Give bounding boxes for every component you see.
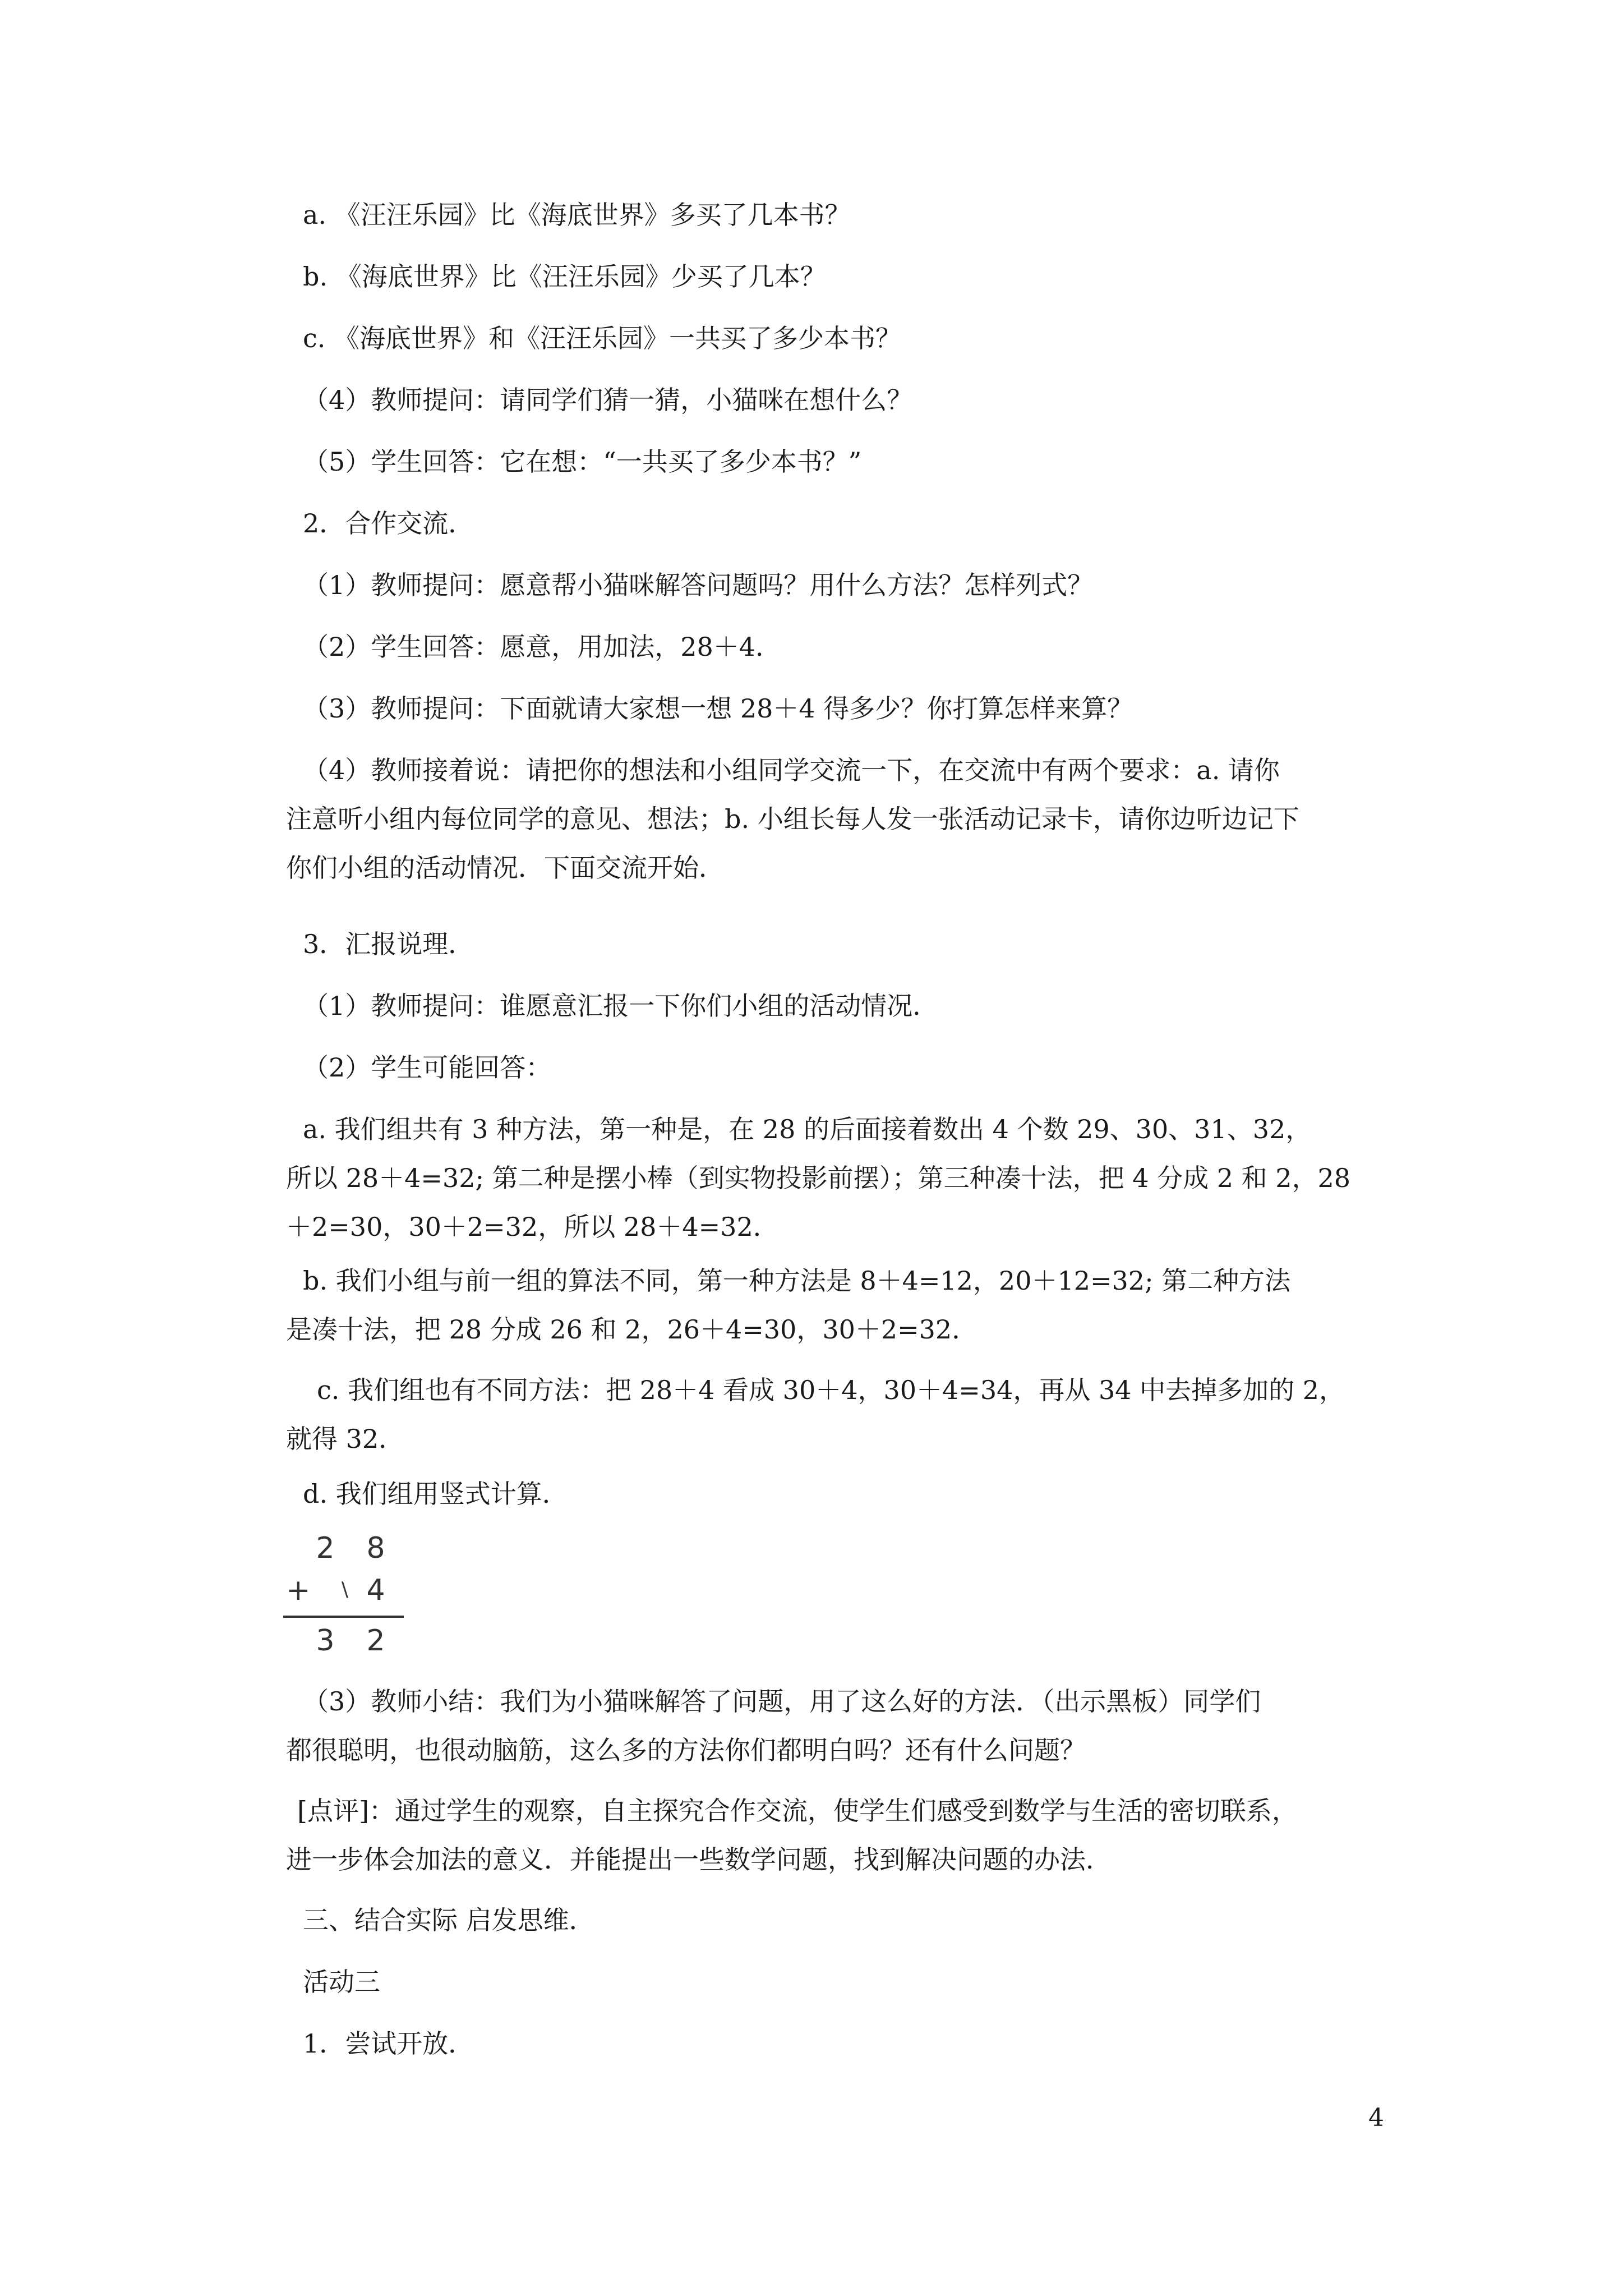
question-a: a. 《汪汪乐园》比《海底世界》多买了几本书？ bbox=[303, 200, 851, 230]
answer-a-paragraph bbox=[286, 1105, 1402, 1251]
sum-line bbox=[283, 1616, 404, 1618]
report-2: （2）学生可能回答： bbox=[303, 1052, 552, 1083]
digit: 2 bbox=[366, 1624, 385, 1658]
paragraph-line: 你们小组的活动情况．下面交流开始． bbox=[286, 853, 725, 883]
report-1: （1）教师提问：谁愿意汇报一下你们小组的活动情况． bbox=[303, 991, 939, 1021]
digit: 3 bbox=[316, 1624, 335, 1658]
paragraph-line: （3）教师小结：我们为小猫咪解答了问题，用了这么好的方法．（出示黑板）同学们 bbox=[303, 1686, 1261, 1717]
step-4-teacher-question: （4）教师提问：请同学们猜一猜，小猫咪在想什么？ bbox=[303, 385, 913, 415]
cooperate-1: （1）教师提问：愿意帮小猫咪解答问题吗？用什么方法？怎样列式？ bbox=[303, 570, 1094, 600]
paragraph-line: 注意听小组内每位同学的意见、想法；b. 小组长每人发一张活动记录卡，请你边听边记下 bbox=[286, 804, 1299, 834]
paragraph-line: （4）教师接着说：请把你的想法和小组同学交流一下，在交流中有两个要求：a. 请你 bbox=[303, 755, 1280, 785]
cooperate-4-paragraph bbox=[286, 746, 1402, 892]
answer-d: d. 我们组用竖式计算． bbox=[303, 1479, 568, 1509]
plus-sign: + bbox=[286, 1573, 311, 1607]
comment-paragraph bbox=[286, 1787, 1402, 1884]
step-5-student-answer: （5）学生回答：它在想：“一共买了多少本书？” bbox=[303, 447, 862, 477]
part-3-heading: 三、结合实际 启发思维． bbox=[303, 1905, 595, 1935]
section-3-heading: 3．汇报说理． bbox=[303, 929, 474, 959]
paragraph-line: 进一步体会加法的意义．并能提出一些数学问题，找到解决问题的办法． bbox=[286, 1844, 1112, 1875]
digit: 2 bbox=[316, 1531, 335, 1565]
cooperate-2: （2）学生回答：愿意，用加法，28＋4． bbox=[303, 632, 782, 662]
paragraph-line: b. 我们小组与前一组的算法不同，第一种方法是 8＋4=12，20＋12=32; 第二种方法 bbox=[303, 1266, 1291, 1296]
digit: 4 bbox=[366, 1573, 385, 1607]
answer-c-paragraph bbox=[286, 1366, 1402, 1464]
paragraph-line: 就得 32． bbox=[286, 1424, 405, 1454]
paragraph-line: ＋2=30，30＋2=32，所以 28＋4=32． bbox=[286, 1212, 779, 1242]
summary-paragraph bbox=[286, 1677, 1402, 1775]
vertical-addition bbox=[283, 1531, 412, 1666]
question-b: b. 《海底世界》比《汪汪乐园》少买了几本？ bbox=[303, 261, 826, 292]
cooperate-3: （3）教师提问：下面就请大家想一想 28＋4 得多少？你打算怎样来算？ bbox=[303, 693, 1133, 724]
carry-mark: \ bbox=[341, 1578, 349, 1601]
paragraph-line: [点评]：通过学生的观察，自主探究合作交流，使学生们感受到数学与生活的密切联系， bbox=[297, 1796, 1298, 1826]
paragraph-line: c. 我们组也有不同方法：把 28＋4 看成 30＋4，30＋4=34，再从 34 中去掉多加的 2， bbox=[317, 1375, 1345, 1405]
question-c: c. 《海底世界》和《汪汪乐园》一共买了多少本书？ bbox=[303, 323, 902, 353]
paragraph-line: a. 我们组共有 3 种方法，第一种是，在 28 的后面接着数出 4 个数 29、30、31、32， bbox=[303, 1114, 1312, 1144]
section-2-heading: 2．合作交流． bbox=[303, 508, 474, 539]
answer-b-paragraph bbox=[286, 1257, 1402, 1354]
digit: 8 bbox=[366, 1531, 385, 1565]
paragraph-line: 是凑十法，把 28 分成 26 和 2，26＋4=30，30＋2=32． bbox=[286, 1314, 978, 1345]
paragraph-line: 都很聪明，也很动脑筋，这么多的方法你们都明白吗？还有什么问题？ bbox=[286, 1735, 1086, 1765]
activity-3-heading: 活动三 bbox=[303, 1967, 380, 1997]
try-open-heading: 1．尝试开放． bbox=[303, 2028, 474, 2059]
page-number: 4 bbox=[1368, 2104, 1384, 2132]
paragraph-line: 所以 28＋4=32; 第二种是摆小棒（到实物投影前摆）；第三种凑十法，把 4 分成 2 和 2，28 bbox=[286, 1163, 1351, 1193]
